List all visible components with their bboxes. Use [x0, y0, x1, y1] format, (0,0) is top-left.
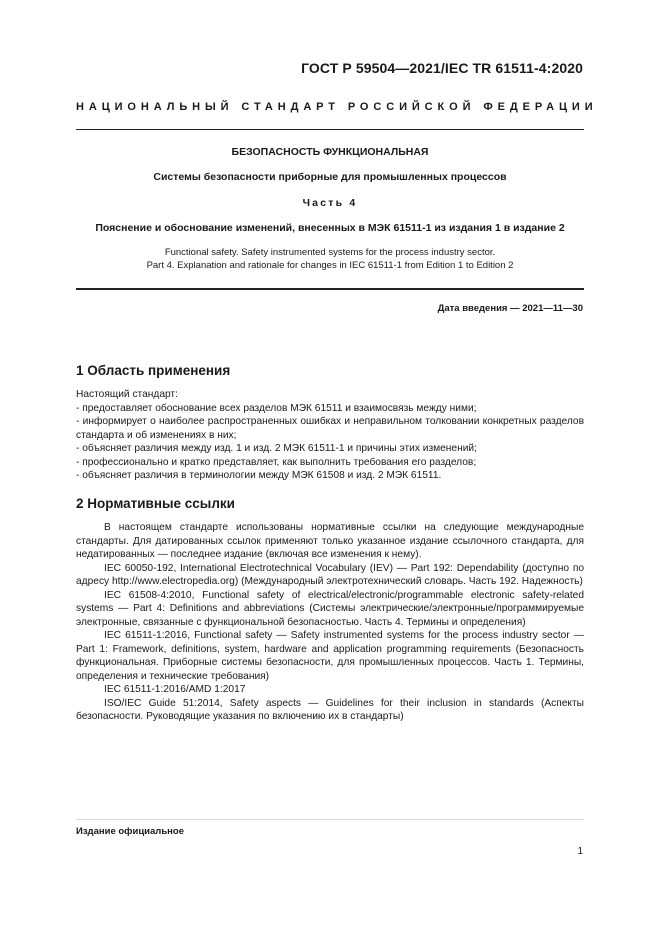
standard-explanation-title: Пояснение и обоснование изменений, внесенных в МЭК 61511-1 из издания 1 в издание 2 [95, 222, 565, 234]
section-1-heading: 1 Область применения [76, 363, 231, 378]
standard-subtitle: Системы безопасности приборные для промышленных процессов [153, 171, 507, 183]
section-1-body [76, 388, 584, 483]
section-2-heading: 2 Нормативные ссылки [76, 496, 235, 511]
references-intro: В настоящем стандарте использованы нормативные ссылки на следующие международные стандарты. Для датированных ссылок применяют только указанное издание ссылочного стандарта, для недатированных — последнее издание (включая все изменения к нему). [76, 522, 584, 560]
page-number: 1 [577, 846, 583, 857]
header-rule [76, 129, 584, 130]
scope-item: - информирует о наиболее распространенных ошибках и неправильном толковании конкретных разделов стандарта и об изменениях в них; [76, 416, 584, 441]
section-2-body [76, 521, 584, 724]
scope-item: - профессионально и кратко представляет, как выполнить требования его разделов; [76, 456, 477, 468]
reference-entry: IEC 60050-192, International Electrotechnical Vocabulary (IEV) — Part 192: Dependability (доступно по адресу http://www.electropedia.org) (Международный электротехнический словарь. Часть 192. Надежность) [76, 562, 584, 587]
introduction-date: Дата введения — 2021—11—30 [437, 303, 583, 314]
document-code: ГОСТ Р 59504—2021/IEC TR 61511-4:2020 [301, 60, 583, 76]
reference-entry: IEC 61511-1:2016/AMD 1:2017 [104, 684, 246, 695]
scope-item: - объясняет различия между изд. 1 и изд. 2 МЭК 61511-1 и причины этих изменений; [76, 443, 477, 454]
english-title-line-2: Part 4. Explanation and rationale for changes in IEC 61511-1 from Edition 1 to Edition 2 [146, 260, 514, 271]
official-edition-label: Издание официальное [76, 826, 184, 837]
standard-part: Часть 4 [302, 197, 358, 209]
scope-intro: Настоящий стандарт: [76, 389, 178, 400]
reference-entry: IEC 61508-4:2010, Functional safety of electrical/electronic/programmable electronic safety-related systems — Part 4: Definitions and abbreviations (Системы электрические/электронные/программируемые электронные, связанные с функциональной безопасностью. Часть 4. Термины и определения) [76, 589, 584, 628]
scope-item: - объясняет различия в терминологии между МЭК 61508 и изд. 2 МЭК 61511. [76, 470, 442, 481]
national-standard-banner: НАЦИОНАЛЬНЫЙ СТАНДАРТ РОССИЙСКОЙ ФЕДЕРАЦИИ [76, 101, 598, 113]
title-bottom-rule [76, 288, 584, 290]
reference-entry: IEC 61511-1:2016, Functional safety — Safety instrumented systems for the process industry sector — Part 1: Framework, definitions, system, hardware and application programming requirements (Безопасность функциональная. Приборные системы безопасности, для промышленных процессов. Часть 1. Термины, определения и технические требования) [76, 630, 584, 682]
scope-item: - предоставляет обоснование всех разделов МЭК 61511 и взаимосвязь между ними; [76, 402, 477, 414]
reference-entry: ISO/IEC Guide 51:2014, Safety aspects — Guidelines for their inclusion in standards (Аспекты безопасности. Руководящие указания по включению их в стандарты) [76, 697, 584, 722]
english-title-line-1: Functional safety. Safety instrumented systems for the process industry sector. [164, 247, 496, 258]
standard-title: БЕЗОПАСНОСТЬ ФУНКЦИОНАЛЬНАЯ [231, 146, 429, 158]
footer-rule [76, 819, 584, 820]
